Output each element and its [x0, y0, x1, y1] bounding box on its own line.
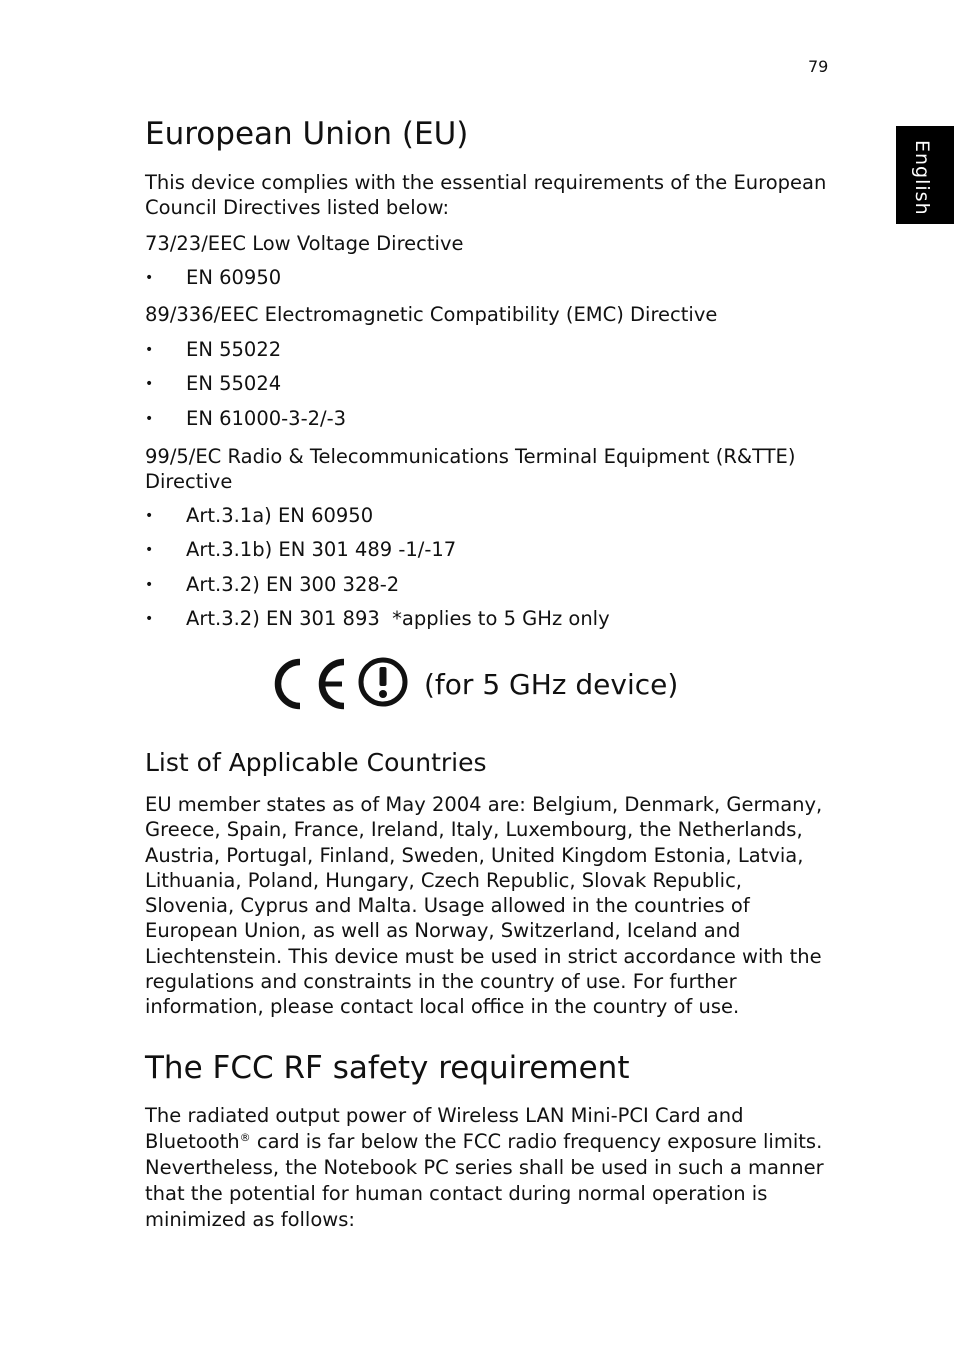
language-side-tab: [896, 126, 954, 224]
list-item-text: Art.3.2) EN 301 893 *applies to 5 GHz only: [186, 607, 610, 630]
page-number: 79: [808, 57, 829, 76]
bullet-icon: •: [145, 376, 154, 392]
fcc-section-title: The FCC RF safety requirement: [145, 1050, 630, 1086]
bullet-icon: •: [145, 577, 154, 593]
ce-marking: [272, 656, 712, 712]
countries-section-title: List of Applicable Countries: [145, 748, 487, 777]
list-item-text: EN 55024: [186, 372, 282, 395]
list-item-text: EN 55022: [186, 338, 282, 361]
list-item-text: Art.3.2) EN 300 328-2: [186, 573, 400, 596]
list-item-text: EN 60950: [186, 266, 282, 289]
side-tab-label: English: [911, 140, 933, 216]
registered-trademark: ®: [239, 1131, 251, 1144]
fcc-body-part2: card is far below the FCC radio frequency exposure limits. Nevertheless, the Notebook PC series shall be used in such a manner that the potential for human contact during normal operation is minimized as follows:: [145, 1130, 824, 1231]
eu-section-title: European Union (EU): [145, 116, 469, 152]
directive-rtte: 99/5/EC Radio & Telecommunications Terminal Equipment (R&TTE) Directive: [145, 445, 796, 494]
directive-emc: 89/336/EEC Electromagnetic Compatibility (EMC) Directive: [145, 303, 718, 326]
list-item-text: Art.3.1b) EN 301 489 -1/-17: [186, 538, 457, 561]
eu-intro: This device complies with the essential requirements of the European Council Directives listed below:: [145, 171, 827, 220]
bullet-icon: •: [145, 411, 154, 427]
fcc-body: [145, 1103, 835, 1233]
ce-caption: (for 5 GHz device): [424, 668, 679, 701]
bullet-icon: •: [145, 542, 154, 558]
bullet-icon: •: [145, 270, 154, 286]
list-item-text: Art.3.1a) EN 60950: [186, 504, 374, 527]
list-item-text: EN 61000-3-2/-3: [186, 407, 347, 430]
ce-alert-mark-icon: [272, 656, 412, 712]
fcc-body-part1: The radiated output power of Wireless LAN Mini-PCI Card and Bluetooth: [145, 1104, 744, 1153]
directive-low-voltage: 73/23/EEC Low Voltage Directive: [145, 232, 464, 255]
bullet-icon: •: [145, 342, 154, 358]
countries-body: EU member states as of May 2004 are: Belgium, Denmark, Germany, Greece, Spain, France, Ireland, Italy, Luxembourg, the Netherlands, Austria, Portugal, Finland, Sweden, United Kingdom Estonia, Latvia, Lithuania, Poland, Hungary, Czech Republic, Slovak Republic, Slovenia, Cyprus and Malta. Usage allowed in the countries of European Union, as well as Norway, Switzerland, Iceland and Liechtenstein. This device must be used in strict accordance with the regulations and constraints in the country of use. For further information, please contact local office in the country of use.: [145, 793, 823, 1019]
bullet-icon: •: [145, 508, 154, 524]
bullet-icon: •: [145, 611, 154, 627]
